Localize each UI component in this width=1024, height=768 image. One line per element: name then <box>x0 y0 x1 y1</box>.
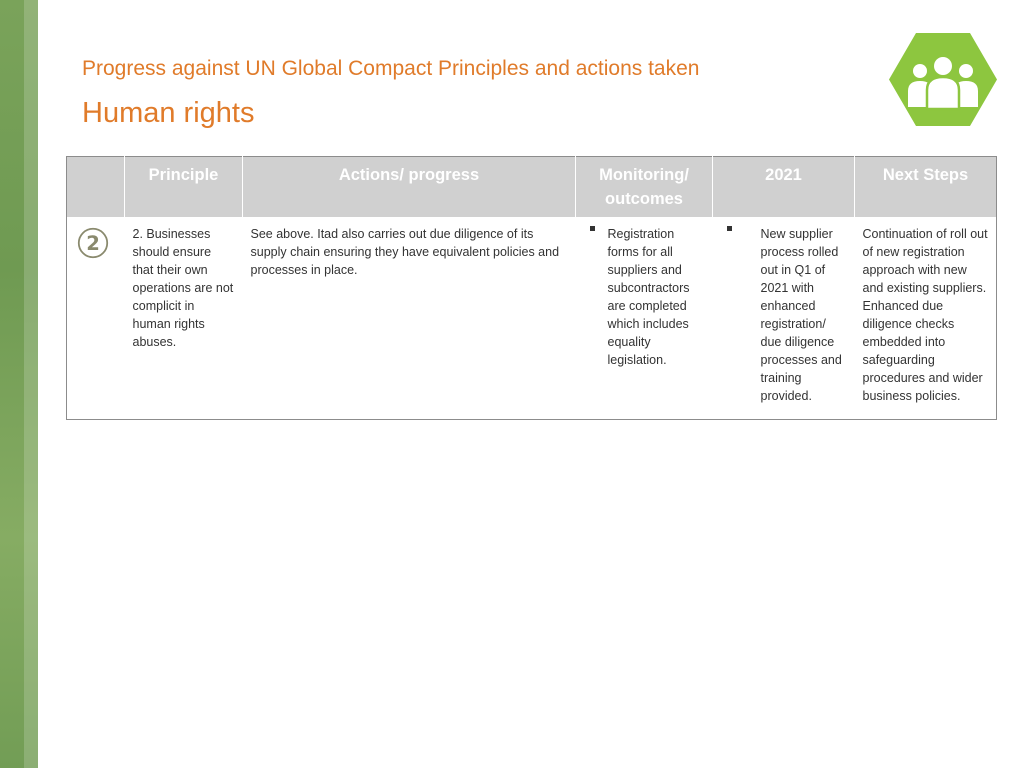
principle-cell: 2. Businesses should ensure that their own operations are not complicit in human rights abuses. <box>132 227 234 349</box>
monitoring-text: Registration forms for all suppliers and subcontractors are completed which includes equality legislation. <box>607 227 690 367</box>
year-2021-text: New supplier process rolled out in Q1 of 2021 with enhanced registration/ due diligence processes and training provided. <box>760 227 842 403</box>
header-next-steps: Next Steps <box>855 157 997 218</box>
people-group-icon <box>889 33 997 126</box>
principles-table <box>66 156 997 420</box>
year-2021-cell <box>713 217 855 420</box>
actions-cell: See above. Itad also carries out due diligence of its supply chain ensuring they have equivalent policies and processes in place. <box>250 227 560 277</box>
header-principle: Principle <box>125 157 243 218</box>
monitoring-cell <box>576 217 713 420</box>
header-2021: 2021 <box>713 157 855 218</box>
header-monitoring: Monitoring/ outcomes <box>576 157 713 218</box>
page-subtitle: Progress against UN Global Compact Principles and actions taken <box>82 57 700 80</box>
number-cell <box>67 217 125 420</box>
left-decorative-strip <box>0 0 38 768</box>
svg-text:2: 2 <box>86 232 100 256</box>
header-blank <box>67 157 125 218</box>
table-header-row <box>67 157 997 218</box>
table-row <box>67 217 997 420</box>
bullet-icon <box>590 226 595 231</box>
principle-number-badge <box>77 227 109 259</box>
next-steps-cell: Continuation of roll out of new registration approach with new and existing suppliers. Enhanced due diligence checks embedded into safeguarding procedures and wider business policies. <box>862 227 988 403</box>
page-title: Human rights <box>82 97 255 129</box>
header-actions: Actions/ progress <box>243 157 576 218</box>
bullet-icon <box>727 226 732 231</box>
